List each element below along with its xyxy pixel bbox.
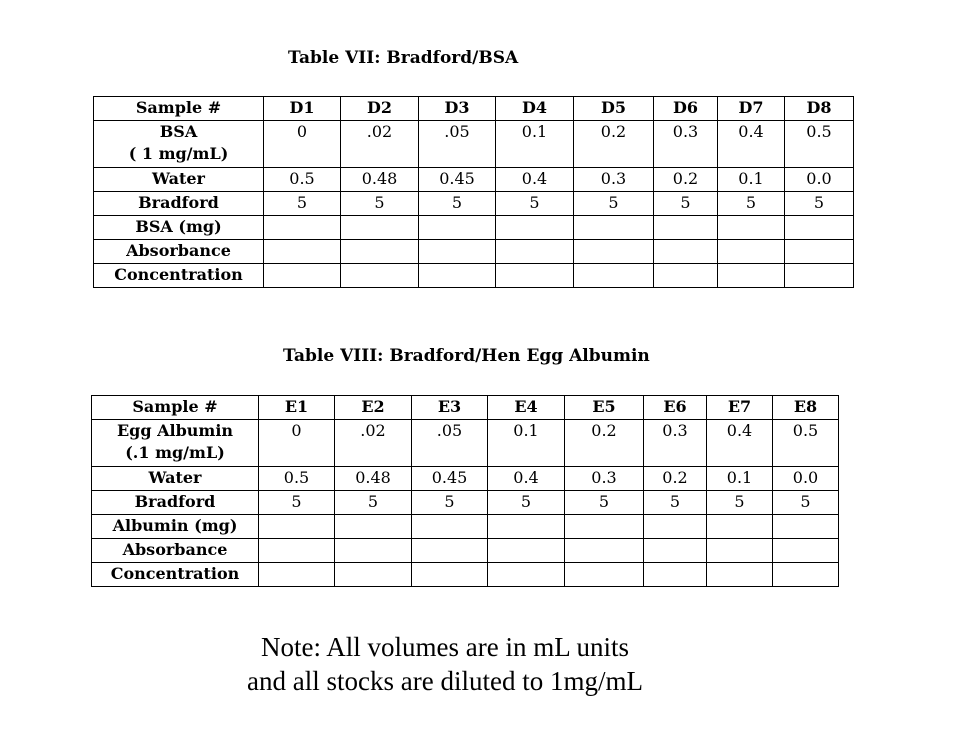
row-label: Egg Albumin (.1 mg/mL)	[92, 420, 259, 467]
table-cell	[264, 264, 341, 288]
table-cell	[259, 539, 335, 563]
table-cell	[644, 539, 707, 563]
note-line-2: and all stocks are diluted to 1mg/mL	[247, 666, 643, 696]
sample-id-cell: E8	[773, 396, 839, 420]
table-cell: 0.48	[335, 467, 412, 491]
table-cell: 0.3	[654, 121, 718, 168]
table-cell: 0.0	[785, 168, 854, 192]
table-cell: 0.45	[412, 467, 488, 491]
table-cell: 0.5	[785, 121, 854, 168]
units-note	[0, 630, 890, 698]
table-cell	[718, 240, 785, 264]
table-cell	[644, 563, 707, 587]
table-cell	[488, 563, 565, 587]
table-cell: 0.5	[773, 420, 839, 467]
row-label: Bradford	[94, 192, 264, 216]
table-cell: 0	[264, 121, 341, 168]
table-cell	[488, 515, 565, 539]
table-row	[94, 216, 854, 240]
table-cell: 0.4	[718, 121, 785, 168]
sample-id-cell: E7	[707, 396, 773, 420]
table-cell	[259, 563, 335, 587]
table-cell	[574, 264, 654, 288]
table-cell: 5	[654, 192, 718, 216]
sample-id-cell: E1	[259, 396, 335, 420]
sample-id-cell: E4	[488, 396, 565, 420]
table-viii-caption: Table VIII: Bradford/Hen Egg Albumin	[283, 346, 650, 366]
row-label: BSA (mg)	[94, 216, 264, 240]
table-cell	[565, 539, 644, 563]
note-line-1: Note: All volumes are in mL units	[261, 632, 629, 662]
table-cell	[341, 216, 419, 240]
table-cell	[773, 515, 839, 539]
table-cell: 0.2	[654, 168, 718, 192]
row-label: Sample #	[92, 396, 259, 420]
sample-id-cell: D1	[264, 97, 341, 121]
table-cell: 5	[335, 491, 412, 515]
table-row	[92, 539, 839, 563]
table-row	[92, 515, 839, 539]
table-cell	[707, 563, 773, 587]
table-cell: 0.1	[707, 467, 773, 491]
row-label: Albumin (mg)	[92, 515, 259, 539]
table-cell	[335, 515, 412, 539]
table-cell	[488, 539, 565, 563]
table-cell	[496, 264, 574, 288]
row-label: Sample #	[94, 97, 264, 121]
table-cell	[419, 264, 496, 288]
table-cell: 5	[785, 192, 854, 216]
sample-id-cell: D7	[718, 97, 785, 121]
table-row	[92, 491, 839, 515]
row-label: Absorbance	[92, 539, 259, 563]
table-cell	[707, 515, 773, 539]
table-cell	[654, 240, 718, 264]
table-cell: 5	[565, 491, 644, 515]
table-row	[92, 467, 839, 491]
sample-id-cell: E2	[335, 396, 412, 420]
table-cell: 5	[412, 491, 488, 515]
table-cell: 0.2	[644, 467, 707, 491]
table-cell: .02	[341, 121, 419, 168]
sample-id-cell: D3	[419, 97, 496, 121]
table-cell: 0.3	[565, 467, 644, 491]
table-cell: 5	[259, 491, 335, 515]
table-cell: 0.0	[773, 467, 839, 491]
table-cell	[654, 264, 718, 288]
table-cell: 0.2	[574, 121, 654, 168]
table-row	[94, 168, 854, 192]
table-row	[92, 420, 839, 467]
table-cell: 0.3	[644, 420, 707, 467]
sample-id-cell: D6	[654, 97, 718, 121]
table-cell	[335, 539, 412, 563]
table-cell: 5	[574, 192, 654, 216]
table-cell: 5	[644, 491, 707, 515]
table-cell: .05	[412, 420, 488, 467]
table-row	[92, 563, 839, 587]
table-cell: 0.4	[496, 168, 574, 192]
table-cell	[412, 515, 488, 539]
table-cell: 0.2	[565, 420, 644, 467]
table-cell: .02	[335, 420, 412, 467]
table-cell: 0.48	[341, 168, 419, 192]
sample-id-cell: E5	[565, 396, 644, 420]
table-cell	[419, 216, 496, 240]
sample-id-cell: D5	[574, 97, 654, 121]
table-cell	[718, 264, 785, 288]
egg-albumin-table	[91, 395, 839, 587]
sample-id-cell: D4	[496, 97, 574, 121]
table-cell: 5	[707, 491, 773, 515]
table-cell	[654, 216, 718, 240]
table-cell	[341, 240, 419, 264]
table-cell: 0.4	[707, 420, 773, 467]
table-cell	[773, 563, 839, 587]
table-cell: 5	[718, 192, 785, 216]
table-cell: .05	[419, 121, 496, 168]
table-cell: 0.1	[488, 420, 565, 467]
row-label: BSA ( 1 mg/mL)	[94, 121, 264, 168]
table-cell	[785, 240, 854, 264]
table-cell: 0.1	[496, 121, 574, 168]
table-cell	[264, 240, 341, 264]
table-cell: 5	[496, 192, 574, 216]
table-cell	[419, 240, 496, 264]
table-vii-caption: Table VII: Bradford/BSA	[288, 48, 519, 68]
row-label: Bradford	[92, 491, 259, 515]
table-row	[92, 396, 839, 420]
table-cell	[335, 563, 412, 587]
table-cell: 0.45	[419, 168, 496, 192]
table-cell	[565, 515, 644, 539]
row-label: Concentration	[92, 563, 259, 587]
table-cell	[565, 563, 644, 587]
row-label: Water	[92, 467, 259, 491]
table-cell	[264, 216, 341, 240]
table-cell	[341, 264, 419, 288]
sample-id-cell: D8	[785, 97, 854, 121]
table-cell: 0.5	[264, 168, 341, 192]
table-cell	[412, 539, 488, 563]
bsa-table	[93, 96, 854, 288]
table-cell: 5	[419, 192, 496, 216]
table-cell: 5	[341, 192, 419, 216]
table-cell	[773, 539, 839, 563]
table-cell	[496, 240, 574, 264]
table-cell	[785, 216, 854, 240]
table-cell: 5	[773, 491, 839, 515]
table-cell	[644, 515, 707, 539]
table-row	[94, 192, 854, 216]
sample-id-cell: D2	[341, 97, 419, 121]
table-cell: 0.1	[718, 168, 785, 192]
table-cell	[259, 515, 335, 539]
sample-id-cell: E3	[412, 396, 488, 420]
table-row	[94, 121, 854, 168]
table-row	[94, 240, 854, 264]
sample-id-cell: E6	[644, 396, 707, 420]
row-label: Water	[94, 168, 264, 192]
table-row	[94, 97, 854, 121]
table-row	[94, 264, 854, 288]
table-cell: 0.4	[488, 467, 565, 491]
table-cell: 0.5	[259, 467, 335, 491]
table-cell	[412, 563, 488, 587]
table-cell	[718, 216, 785, 240]
table-cell	[785, 264, 854, 288]
table-cell: 5	[264, 192, 341, 216]
table-cell: 0.3	[574, 168, 654, 192]
table-cell	[707, 539, 773, 563]
table-cell	[574, 240, 654, 264]
row-label: Absorbance	[94, 240, 264, 264]
table-cell	[496, 216, 574, 240]
table-cell: 5	[488, 491, 565, 515]
table-cell	[574, 216, 654, 240]
row-label: Concentration	[94, 264, 264, 288]
table-cell: 0	[259, 420, 335, 467]
